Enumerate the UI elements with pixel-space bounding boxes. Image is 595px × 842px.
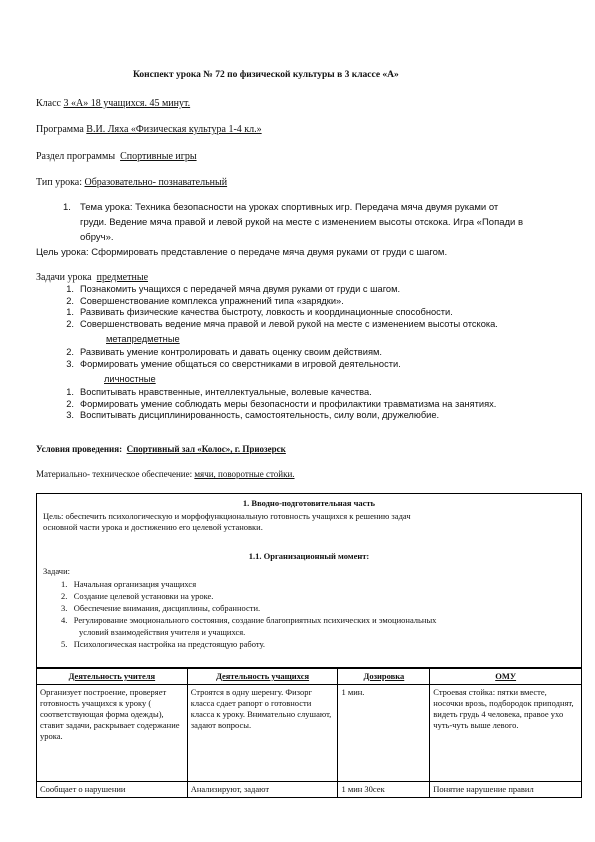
list-item: 2. Совершенствовать ведение мяча правой и левой рукой на месте с изменением высоты отскока. — [66, 318, 498, 329]
materials-value: мячи, поворотные стойки. — [194, 469, 295, 479]
section-task-2: 2. Создание целевой установки на уроке. — [61, 591, 214, 601]
subject-tasks-list — [58, 284, 498, 330]
section-task-4: 4. Регулирование эмоционального состояния, создание благоприятных психических и эмоциональных — [61, 615, 437, 625]
lesson-type-line — [36, 177, 227, 189]
materials-line — [36, 468, 295, 480]
table-header-row — [37, 669, 582, 685]
table-cell: 1 мин. — [338, 685, 430, 782]
activity-table — [36, 668, 582, 798]
list-item: 2. Формировать умение соблюдать меры безопасности и профилактики травматизма на занятиях. — [66, 398, 497, 409]
list-item: 1. Развивать физические качества быстроту, ловкость и координационные способности. — [66, 307, 453, 317]
section-goal-line-2: основной части урока и достижению его целевой установки. — [43, 522, 263, 532]
section-task-4-cont: условий взаимодействия учителя и учащихся. — [79, 627, 246, 637]
program-value: В.И. Ляха «Физическая культура 1-4 кл.» — [86, 124, 262, 135]
topic-number: 1. — [63, 202, 71, 213]
section-heading: 1. Вводно-подготовительная часть — [242, 498, 376, 508]
header-dosage: Дозировка — [338, 669, 430, 685]
section-subheading: 1.1. Организационный момент: — [248, 551, 370, 561]
topic-line-2: груди. Ведение мяча правой и левой рукой на месте с изменением высоты отскока. Игра «Попади в — [80, 217, 524, 228]
subject-tasks-label: предметные — [96, 272, 149, 283]
table-cell: Сообщает о нарушении — [37, 782, 188, 798]
section-task-1: 1. Начальная организация учащихся — [61, 579, 197, 589]
table-cell: Строятся в одну шеренгу. Физорг класса сдает рапорт о готовности класса к уроку. Внимательно слушают, задают вопросы. — [187, 685, 338, 782]
section-task-3: 3. Обеспечение внимания, дисциплины, собранности. — [61, 603, 261, 613]
table-row — [37, 685, 582, 782]
personal-tasks-label: личностные — [104, 374, 156, 384]
topic-line-3: обруч». — [80, 232, 114, 243]
conditions-line — [36, 443, 286, 455]
table-cell: Организует построение, проверяет готовность учащихся к уроку ( соответствующая форма одежды), ставит задачи, раскрывает содержание урока. — [37, 685, 188, 782]
personal-tasks-list — [58, 387, 496, 422]
intro-section-box — [36, 493, 582, 668]
topic-line-1: Тема урока: Техника безопасности на уроках спортивных игр. Передача мяча двумя руками от — [80, 202, 499, 213]
list-item: 3. Воспитывать дисциплинированность, самостоятельность, силу воли, дружелюбие. — [66, 410, 440, 420]
table-cell: Анализируют, задают — [187, 782, 338, 798]
table-row — [37, 782, 582, 798]
class-value: 3 «А» 18 учащихся. 45 минут. — [63, 98, 191, 109]
meta-tasks-list — [58, 347, 401, 370]
section-goal-line-1: Цель: обеспечить психологическую и морфофункциональную готовность учащихся к решению задач — [43, 511, 411, 521]
tasks-line — [36, 272, 148, 284]
table-cell: 1 мин 30сек — [338, 782, 430, 798]
lesson-type-value: Образовательно- познавательный — [84, 177, 228, 188]
class-label: Класс — [36, 98, 61, 109]
header-students: Деятельность учащихся — [187, 669, 338, 685]
meta-tasks-label: метапредметные — [106, 334, 180, 344]
list-item: 3. Формировать умение общаться со сверстниками в игровой деятельности. — [66, 358, 401, 369]
table-cell: Строевая стойка: пятки вместе, носочки врозь, подбородок приподнят, видеть грудь 4 человека, правое ухо чуть-чуть выше левого. — [430, 685, 582, 782]
list-item: 1. Познакомить учащихся с передачей мяча двумя руками от груди с шагом. — [66, 284, 401, 294]
lesson-goal: Цель урока: Сформировать представление о передаче мяча двумя руками от груди с шагом. — [36, 247, 448, 258]
section-tasks-label: Задачи: — [43, 566, 70, 576]
program-label: Программа — [36, 124, 84, 135]
section-value: Спортивные игры — [120, 151, 197, 162]
conditions-label: Условия проведения: — [36, 444, 123, 454]
table-cell: Понятие нарушение правил — [430, 782, 582, 798]
list-item: 2. Развивать умение контролировать и давать оценку своим действиям. — [66, 347, 382, 357]
program-line — [36, 124, 262, 136]
list-item: 2. Совершенствование комплекса упражнений типа «зарядки». — [66, 295, 344, 306]
conditions-value: Спортивный зал «Колос», г. Приозерск — [126, 444, 286, 454]
section-task-5: 5. Психологическая настройка на предстоящую работу. — [61, 639, 265, 649]
list-item: 1. Воспитывать нравственные, интеллектуальные, волевые качества. — [66, 387, 372, 397]
class-line — [36, 98, 190, 110]
tasks-label: Задачи урока — [36, 272, 92, 283]
materials-label: Материально- техническое обеспечение: — [36, 469, 193, 479]
lesson-type-label: Тип урока: — [36, 177, 82, 188]
header-omu: ОМУ — [430, 669, 582, 685]
header-teacher: Деятельность учителя — [37, 669, 188, 685]
section-label: Раздел программы — [36, 151, 116, 162]
section-line — [36, 151, 197, 163]
document-title: Конспект урока № 72 по физической культуры в 3 классе «А» — [133, 70, 399, 80]
